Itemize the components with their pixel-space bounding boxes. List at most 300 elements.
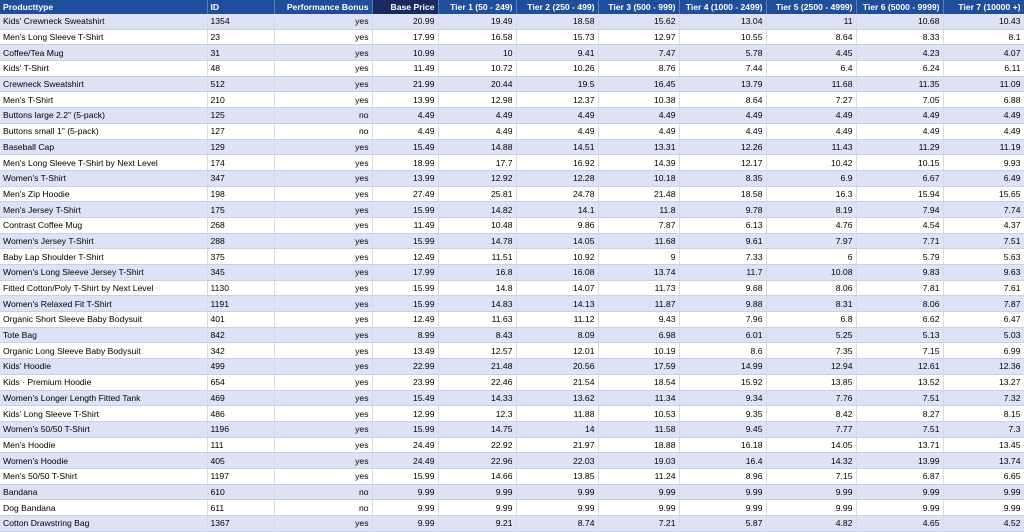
performance-bonus-cell[interactable]: yes [274, 265, 372, 281]
performance-bonus-cell[interactable]: no [274, 500, 372, 516]
id-cell[interactable]: 347 [207, 170, 274, 186]
product-type-cell[interactable]: Bandana [0, 484, 207, 500]
tier-5-cell[interactable]: 6.4 [766, 61, 856, 77]
product-type-cell[interactable]: Fitted Cotton/Poly T-Shirt by Next Level [0, 280, 207, 296]
tier-5-cell[interactable]: 14.32 [766, 453, 856, 469]
tier-4-cell[interactable]: 11.7 [679, 265, 766, 281]
tier-3-cell[interactable]: 14.39 [598, 155, 679, 171]
tier-6-cell[interactable]: 5.13 [856, 327, 943, 343]
base-price-cell[interactable]: 12.99 [372, 406, 438, 422]
header-tier-4[interactable]: Tier 4 (1000 - 2499) [679, 0, 766, 14]
tier-7-cell[interactable]: 9.99 [943, 500, 1024, 516]
performance-bonus-cell[interactable]: yes [274, 139, 372, 155]
tier-3-cell[interactable]: 7.21 [598, 516, 679, 532]
tier-6-cell[interactable]: 13.52 [856, 374, 943, 390]
tier-2-cell[interactable]: 12.28 [516, 170, 598, 186]
id-cell[interactable]: 401 [207, 312, 274, 328]
product-type-cell[interactable]: Kids' Hoodie [0, 359, 207, 375]
tier-3-cell[interactable]: 13.31 [598, 139, 679, 155]
tier-6-cell[interactable]: 7.51 [856, 390, 943, 406]
tier-1-cell[interactable]: 11.51 [438, 249, 516, 265]
tier-6-cell[interactable]: 13.71 [856, 437, 943, 453]
product-type-cell[interactable]: Men's T-Shirt [0, 92, 207, 108]
tier-4-cell[interactable]: 15.92 [679, 374, 766, 390]
tier-2-cell[interactable]: 13.85 [516, 468, 598, 484]
tier-2-cell[interactable]: 12.37 [516, 92, 598, 108]
tier-5-cell[interactable]: 16.3 [766, 186, 856, 202]
tier-6-cell[interactable]: 8.06 [856, 296, 943, 312]
tier-4-cell[interactable]: 9.99 [679, 484, 766, 500]
id-cell[interactable]: 512 [207, 76, 274, 92]
tier-7-cell[interactable]: 6.99 [943, 343, 1024, 359]
tier-4-cell[interactable]: 13.79 [679, 76, 766, 92]
tier-6-cell[interactable]: 9.99 [856, 484, 943, 500]
performance-bonus-cell[interactable]: yes [274, 437, 372, 453]
product-type-cell[interactable]: Baby Lap Shoulder T-Shirt [0, 249, 207, 265]
product-type-cell[interactable]: Men's 50/50 T-Shirt [0, 468, 207, 484]
tier-1-cell[interactable]: 14.33 [438, 390, 516, 406]
tier-7-cell[interactable]: 12.36 [943, 359, 1024, 375]
tier-4-cell[interactable]: 9.78 [679, 202, 766, 218]
tier-5-cell[interactable]: 4.76 [766, 217, 856, 233]
tier-2-cell[interactable]: 13.62 [516, 390, 598, 406]
tier-1-cell[interactable]: 11.63 [438, 312, 516, 328]
tier-4-cell[interactable]: 6.01 [679, 327, 766, 343]
tier-5-cell[interactable]: 11.68 [766, 76, 856, 92]
tier-2-cell[interactable]: 14.51 [516, 139, 598, 155]
tier-4-cell[interactable]: 10.55 [679, 29, 766, 45]
tier-5-cell[interactable]: 7.15 [766, 468, 856, 484]
tier-3-cell[interactable]: 15.62 [598, 14, 679, 29]
tier-7-cell[interactable]: 9.99 [943, 484, 1024, 500]
base-price-cell[interactable]: 22.99 [372, 359, 438, 375]
tier-2-cell[interactable]: 14.13 [516, 296, 598, 312]
tier-1-cell[interactable]: 12.3 [438, 406, 516, 422]
tier-6-cell[interactable]: 7.51 [856, 421, 943, 437]
base-price-cell[interactable]: 11.49 [372, 61, 438, 77]
tier-1-cell[interactable]: 14.8 [438, 280, 516, 296]
tier-6-cell[interactable]: 15.94 [856, 186, 943, 202]
tier-5-cell[interactable]: 7.77 [766, 421, 856, 437]
tier-4-cell[interactable]: 4.49 [679, 123, 766, 139]
product-type-cell[interactable]: Kids' T-Shirt [0, 61, 207, 77]
tier-3-cell[interactable]: 11.73 [598, 280, 679, 296]
performance-bonus-cell[interactable]: yes [274, 45, 372, 61]
tier-7-cell[interactable]: 4.07 [943, 45, 1024, 61]
base-price-cell[interactable]: 18.99 [372, 155, 438, 171]
id-cell[interactable]: 654 [207, 374, 274, 390]
tier-4-cell[interactable]: 7.33 [679, 249, 766, 265]
tier-6-cell[interactable]: 4.54 [856, 217, 943, 233]
tier-7-cell[interactable]: 6.88 [943, 92, 1024, 108]
header-id[interactable]: ID [207, 0, 274, 14]
id-cell[interactable]: 175 [207, 202, 274, 218]
tier-7-cell[interactable]: 7.87 [943, 296, 1024, 312]
performance-bonus-cell[interactable]: yes [274, 359, 372, 375]
tier-2-cell[interactable]: 9.99 [516, 500, 598, 516]
tier-1-cell[interactable]: 19.49 [438, 14, 516, 29]
product-type-cell[interactable]: Crewneck Sweatshirt [0, 76, 207, 92]
tier-6-cell[interactable]: 4.49 [856, 108, 943, 124]
product-type-cell[interactable]: Kids' Crewneck Sweatshirt [0, 14, 207, 29]
tier-2-cell[interactable]: 4.49 [516, 123, 598, 139]
tier-4-cell[interactable]: 6.13 [679, 217, 766, 233]
tier-1-cell[interactable]: 12.98 [438, 92, 516, 108]
tier-1-cell[interactable]: 22.96 [438, 453, 516, 469]
tier-5-cell[interactable]: 9.99 [766, 500, 856, 516]
header-tier-6[interactable]: Tier 6 (5000 - 9999) [856, 0, 943, 14]
tier-6-cell[interactable]: 6.24 [856, 61, 943, 77]
id-cell[interactable]: 342 [207, 343, 274, 359]
tier-2-cell[interactable]: 14.07 [516, 280, 598, 296]
tier-3-cell[interactable]: 6.98 [598, 327, 679, 343]
tier-1-cell[interactable]: 16.58 [438, 29, 516, 45]
tier-5-cell[interactable]: 8.19 [766, 202, 856, 218]
id-cell[interactable]: 469 [207, 390, 274, 406]
performance-bonus-cell[interactable]: yes [274, 406, 372, 422]
tier-5-cell[interactable]: 7.27 [766, 92, 856, 108]
tier-3-cell[interactable]: 10.38 [598, 92, 679, 108]
product-type-cell[interactable]: Cotton Drawstring Bag [0, 516, 207, 532]
tier-3-cell[interactable]: 16.45 [598, 76, 679, 92]
product-type-cell[interactable]: Women's Hoodie [0, 453, 207, 469]
tier-3-cell[interactable]: 11.68 [598, 233, 679, 249]
tier-7-cell[interactable]: 6.49 [943, 170, 1024, 186]
base-price-cell[interactable]: 27.49 [372, 186, 438, 202]
tier-1-cell[interactable]: 22.92 [438, 437, 516, 453]
id-cell[interactable]: 499 [207, 359, 274, 375]
base-price-cell[interactable]: 11.49 [372, 217, 438, 233]
tier-7-cell[interactable]: 5.03 [943, 327, 1024, 343]
header-producttype[interactable]: Producttype [0, 0, 207, 14]
tier-4-cell[interactable]: 7.96 [679, 312, 766, 328]
tier-2-cell[interactable]: 4.49 [516, 108, 598, 124]
tier-5-cell[interactable]: 8.31 [766, 296, 856, 312]
header-tier-3[interactable]: Tier 3 (500 - 999) [598, 0, 679, 14]
base-price-cell[interactable]: 9.99 [372, 516, 438, 532]
tier-6-cell[interactable]: 8.33 [856, 29, 943, 45]
base-price-cell[interactable]: 15.99 [372, 280, 438, 296]
tier-7-cell[interactable]: 4.49 [943, 123, 1024, 139]
tier-3-cell[interactable]: 9.43 [598, 312, 679, 328]
tier-6-cell[interactable]: 7.94 [856, 202, 943, 218]
product-type-cell[interactable]: Men's Zip Hoodie [0, 186, 207, 202]
tier-5-cell[interactable]: 11.43 [766, 139, 856, 155]
tier-6-cell[interactable]: 8.27 [856, 406, 943, 422]
id-cell[interactable]: 23 [207, 29, 274, 45]
header-tier-1[interactable]: Tier 1 (50 - 249) [438, 0, 516, 14]
performance-bonus-cell[interactable]: yes [274, 516, 372, 532]
tier-2-cell[interactable]: 19.5 [516, 76, 598, 92]
base-price-cell[interactable]: 13.49 [372, 343, 438, 359]
tier-4-cell[interactable]: 13.04 [679, 14, 766, 29]
tier-3-cell[interactable]: 4.49 [598, 108, 679, 124]
performance-bonus-cell[interactable]: yes [274, 249, 372, 265]
tier-6-cell[interactable]: 4.23 [856, 45, 943, 61]
base-price-cell[interactable]: 24.49 [372, 453, 438, 469]
tier-6-cell[interactable]: 10.68 [856, 14, 943, 29]
tier-2-cell[interactable]: 9.41 [516, 45, 598, 61]
base-price-cell[interactable]: 15.99 [372, 468, 438, 484]
tier-7-cell[interactable]: 4.49 [943, 108, 1024, 124]
tier-5-cell[interactable]: 14.05 [766, 437, 856, 453]
id-cell[interactable]: 405 [207, 453, 274, 469]
base-price-cell[interactable]: 15.99 [372, 296, 438, 312]
tier-4-cell[interactable]: 8.96 [679, 468, 766, 484]
product-type-cell[interactable]: Men's Jersey T-Shirt [0, 202, 207, 218]
base-price-cell[interactable]: 17.99 [372, 265, 438, 281]
tier-7-cell[interactable]: 6.65 [943, 468, 1024, 484]
tier-2-cell[interactable]: 24.78 [516, 186, 598, 202]
tier-1-cell[interactable]: 9.99 [438, 484, 516, 500]
tier-7-cell[interactable]: 9.63 [943, 265, 1024, 281]
tier-7-cell[interactable]: 13.74 [943, 453, 1024, 469]
header-base-price[interactable]: Base Price [372, 0, 438, 14]
tier-2-cell[interactable]: 12.01 [516, 343, 598, 359]
performance-bonus-cell[interactable]: no [274, 484, 372, 500]
tier-3-cell[interactable]: 10.53 [598, 406, 679, 422]
performance-bonus-cell[interactable]: yes [274, 170, 372, 186]
tier-7-cell[interactable]: 10.43 [943, 14, 1024, 29]
tier-5-cell[interactable]: 4.49 [766, 108, 856, 124]
product-type-cell[interactable]: Women's T-Shirt [0, 170, 207, 186]
performance-bonus-cell[interactable]: no [274, 108, 372, 124]
tier-1-cell[interactable]: 12.57 [438, 343, 516, 359]
tier-7-cell[interactable]: 9.93 [943, 155, 1024, 171]
tier-7-cell[interactable]: 11.19 [943, 139, 1024, 155]
tier-4-cell[interactable]: 8.35 [679, 170, 766, 186]
tier-4-cell[interactable]: 18.58 [679, 186, 766, 202]
tier-7-cell[interactable]: 8.15 [943, 406, 1024, 422]
base-price-cell[interactable]: 8.99 [372, 327, 438, 343]
performance-bonus-cell[interactable]: yes [274, 421, 372, 437]
tier-3-cell[interactable]: 11.87 [598, 296, 679, 312]
id-cell[interactable]: 1191 [207, 296, 274, 312]
base-price-cell[interactable]: 24.49 [372, 437, 438, 453]
tier-2-cell[interactable]: 14 [516, 421, 598, 437]
tier-1-cell[interactable]: 4.49 [438, 123, 516, 139]
performance-bonus-cell[interactable]: no [274, 123, 372, 139]
tier-4-cell[interactable]: 5.78 [679, 45, 766, 61]
base-price-cell[interactable]: 13.99 [372, 170, 438, 186]
tier-5-cell[interactable]: 11 [766, 14, 856, 29]
id-cell[interactable]: 1130 [207, 280, 274, 296]
product-type-cell[interactable]: Men's Long Sleeve T-Shirt by Next Level [0, 155, 207, 171]
product-type-cell[interactable]: Coffee/Tea Mug [0, 45, 207, 61]
performance-bonus-cell[interactable]: yes [274, 76, 372, 92]
tier-7-cell[interactable]: 5.63 [943, 249, 1024, 265]
id-cell[interactable]: 375 [207, 249, 274, 265]
base-price-cell[interactable]: 12.49 [372, 249, 438, 265]
tier-6-cell[interactable]: 9.83 [856, 265, 943, 281]
tier-3-cell[interactable]: 10.19 [598, 343, 679, 359]
tier-5-cell[interactable]: 6.8 [766, 312, 856, 328]
base-price-cell[interactable]: 9.99 [372, 500, 438, 516]
tier-2-cell[interactable]: 14.05 [516, 233, 598, 249]
tier-4-cell[interactable]: 4.49 [679, 108, 766, 124]
tier-4-cell[interactable]: 14.99 [679, 359, 766, 375]
id-cell[interactable]: 268 [207, 217, 274, 233]
tier-6-cell[interactable]: 13.99 [856, 453, 943, 469]
tier-2-cell[interactable]: 14.1 [516, 202, 598, 218]
tier-5-cell[interactable]: 4.45 [766, 45, 856, 61]
tier-3-cell[interactable]: 11.58 [598, 421, 679, 437]
tier-2-cell[interactable]: 22.03 [516, 453, 598, 469]
tier-1-cell[interactable]: 22.46 [438, 374, 516, 390]
tier-1-cell[interactable]: 25.81 [438, 186, 516, 202]
product-type-cell[interactable]: Tote Bag [0, 327, 207, 343]
tier-4-cell[interactable]: 12.17 [679, 155, 766, 171]
tier-7-cell[interactable]: 7.32 [943, 390, 1024, 406]
id-cell[interactable]: 127 [207, 123, 274, 139]
performance-bonus-cell[interactable]: yes [274, 390, 372, 406]
tier-2-cell[interactable]: 16.08 [516, 265, 598, 281]
tier-6-cell[interactable]: 11.35 [856, 76, 943, 92]
tier-4-cell[interactable]: 5.87 [679, 516, 766, 532]
tier-7-cell[interactable]: 7.3 [943, 421, 1024, 437]
tier-5-cell[interactable]: 10.08 [766, 265, 856, 281]
product-type-cell[interactable]: Organic Short Sleeve Baby Bodysuit [0, 312, 207, 328]
id-cell[interactable]: 174 [207, 155, 274, 171]
tier-1-cell[interactable]: 17.7 [438, 155, 516, 171]
tier-4-cell[interactable]: 9.45 [679, 421, 766, 437]
tier-1-cell[interactable]: 14.88 [438, 139, 516, 155]
tier-4-cell[interactable]: 8.64 [679, 92, 766, 108]
tier-3-cell[interactable]: 9 [598, 249, 679, 265]
performance-bonus-cell[interactable]: yes [274, 186, 372, 202]
tier-7-cell[interactable]: 6.47 [943, 312, 1024, 328]
tier-7-cell[interactable]: 13.45 [943, 437, 1024, 453]
tier-4-cell[interactable]: 9.88 [679, 296, 766, 312]
tier-5-cell[interactable]: 8.42 [766, 406, 856, 422]
id-cell[interactable]: 842 [207, 327, 274, 343]
tier-3-cell[interactable]: 9.99 [598, 500, 679, 516]
tier-2-cell[interactable]: 21.54 [516, 374, 598, 390]
id-cell[interactable]: 288 [207, 233, 274, 249]
base-price-cell[interactable]: 15.99 [372, 233, 438, 249]
base-price-cell[interactable]: 21.99 [372, 76, 438, 92]
base-price-cell[interactable]: 4.49 [372, 108, 438, 124]
tier-6-cell[interactable]: 9.99 [856, 500, 943, 516]
tier-1-cell[interactable]: 14.66 [438, 468, 516, 484]
performance-bonus-cell[interactable]: yes [274, 312, 372, 328]
tier-1-cell[interactable]: 14.83 [438, 296, 516, 312]
performance-bonus-cell[interactable]: yes [274, 155, 372, 171]
tier-3-cell[interactable]: 7.47 [598, 45, 679, 61]
tier-3-cell[interactable]: 13.74 [598, 265, 679, 281]
base-price-cell[interactable]: 15.49 [372, 390, 438, 406]
tier-5-cell[interactable]: 13.85 [766, 374, 856, 390]
tier-5-cell[interactable]: 7.97 [766, 233, 856, 249]
header-tier-5[interactable]: Tier 5 (2500 - 4999) [766, 0, 856, 14]
tier-5-cell[interactable]: 7.35 [766, 343, 856, 359]
tier-4-cell[interactable]: 9.99 [679, 500, 766, 516]
tier-7-cell[interactable]: 7.51 [943, 233, 1024, 249]
performance-bonus-cell[interactable]: yes [274, 217, 372, 233]
performance-bonus-cell[interactable]: yes [274, 61, 372, 77]
tier-6-cell[interactable]: 10.15 [856, 155, 943, 171]
tier-1-cell[interactable]: 8.43 [438, 327, 516, 343]
performance-bonus-cell[interactable]: yes [274, 468, 372, 484]
tier-1-cell[interactable]: 9.99 [438, 500, 516, 516]
base-price-cell[interactable]: 15.99 [372, 202, 438, 218]
tier-6-cell[interactable]: 7.15 [856, 343, 943, 359]
tier-7-cell[interactable]: 8.1 [943, 29, 1024, 45]
tier-7-cell[interactable]: 13.27 [943, 374, 1024, 390]
tier-1-cell[interactable]: 14.82 [438, 202, 516, 218]
tier-3-cell[interactable]: 17.59 [598, 359, 679, 375]
tier-7-cell[interactable]: 6.11 [943, 61, 1024, 77]
tier-4-cell[interactable]: 7.44 [679, 61, 766, 77]
tier-1-cell[interactable]: 20.44 [438, 76, 516, 92]
base-price-cell[interactable]: 15.99 [372, 421, 438, 437]
tier-2-cell[interactable]: 8.74 [516, 516, 598, 532]
tier-6-cell[interactable]: 7.05 [856, 92, 943, 108]
tier-4-cell[interactable]: 9.34 [679, 390, 766, 406]
tier-2-cell[interactable]: 18.58 [516, 14, 598, 29]
header-tier-2[interactable]: Tier 2 (250 - 499) [516, 0, 598, 14]
id-cell[interactable]: 48 [207, 61, 274, 77]
tier-2-cell[interactable]: 20.56 [516, 359, 598, 375]
performance-bonus-cell[interactable]: yes [274, 29, 372, 45]
tier-3-cell[interactable]: 21.48 [598, 186, 679, 202]
performance-bonus-cell[interactable]: yes [274, 296, 372, 312]
id-cell[interactable]: 611 [207, 500, 274, 516]
id-cell[interactable]: 125 [207, 108, 274, 124]
tier-1-cell[interactable]: 16.8 [438, 265, 516, 281]
tier-5-cell[interactable]: 6 [766, 249, 856, 265]
tier-1-cell[interactable]: 21.48 [438, 359, 516, 375]
tier-5-cell[interactable]: 7.76 [766, 390, 856, 406]
performance-bonus-cell[interactable]: yes [274, 233, 372, 249]
product-type-cell[interactable]: Buttons large 2.2" (5-pack) [0, 108, 207, 124]
tier-3-cell[interactable]: 12.97 [598, 29, 679, 45]
product-type-cell[interactable]: Men's Hoodie [0, 437, 207, 453]
tier-5-cell[interactable]: 6.9 [766, 170, 856, 186]
tier-2-cell[interactable]: 21.97 [516, 437, 598, 453]
tier-7-cell[interactable]: 11.09 [943, 76, 1024, 92]
base-price-cell[interactable]: 10.99 [372, 45, 438, 61]
tier-6-cell[interactable]: 6.67 [856, 170, 943, 186]
product-type-cell[interactable]: Organic Long Sleeve Baby Bodysuit [0, 343, 207, 359]
base-price-cell[interactable]: 23.99 [372, 374, 438, 390]
tier-3-cell[interactable]: 7.87 [598, 217, 679, 233]
performance-bonus-cell[interactable]: yes [274, 453, 372, 469]
id-cell[interactable]: 111 [207, 437, 274, 453]
product-type-cell[interactable]: Women's Long Sleeve Jersey T-Shirt [0, 265, 207, 281]
tier-4-cell[interactable]: 9.68 [679, 280, 766, 296]
product-type-cell[interactable]: Kids · Premium Hoodie [0, 374, 207, 390]
tier-5-cell[interactable]: 10.42 [766, 155, 856, 171]
product-type-cell[interactable]: Women's 50/50 T-Shirt [0, 421, 207, 437]
product-type-cell[interactable]: Contrast Coffee Mug [0, 217, 207, 233]
performance-bonus-cell[interactable]: yes [274, 374, 372, 390]
tier-7-cell[interactable]: 4.52 [943, 516, 1024, 532]
id-cell[interactable]: 1196 [207, 421, 274, 437]
tier-6-cell[interactable]: 4.65 [856, 516, 943, 532]
performance-bonus-cell[interactable]: yes [274, 92, 372, 108]
id-cell[interactable]: 210 [207, 92, 274, 108]
tier-5-cell[interactable]: 4.82 [766, 516, 856, 532]
tier-5-cell[interactable]: 8.06 [766, 280, 856, 296]
tier-3-cell[interactable]: 11.34 [598, 390, 679, 406]
tier-4-cell[interactable]: 16.4 [679, 453, 766, 469]
tier-2-cell[interactable]: 9.99 [516, 484, 598, 500]
tier-2-cell[interactable]: 15.73 [516, 29, 598, 45]
tier-7-cell[interactable]: 7.61 [943, 280, 1024, 296]
tier-6-cell[interactable]: 7.81 [856, 280, 943, 296]
tier-6-cell[interactable]: 4.49 [856, 123, 943, 139]
